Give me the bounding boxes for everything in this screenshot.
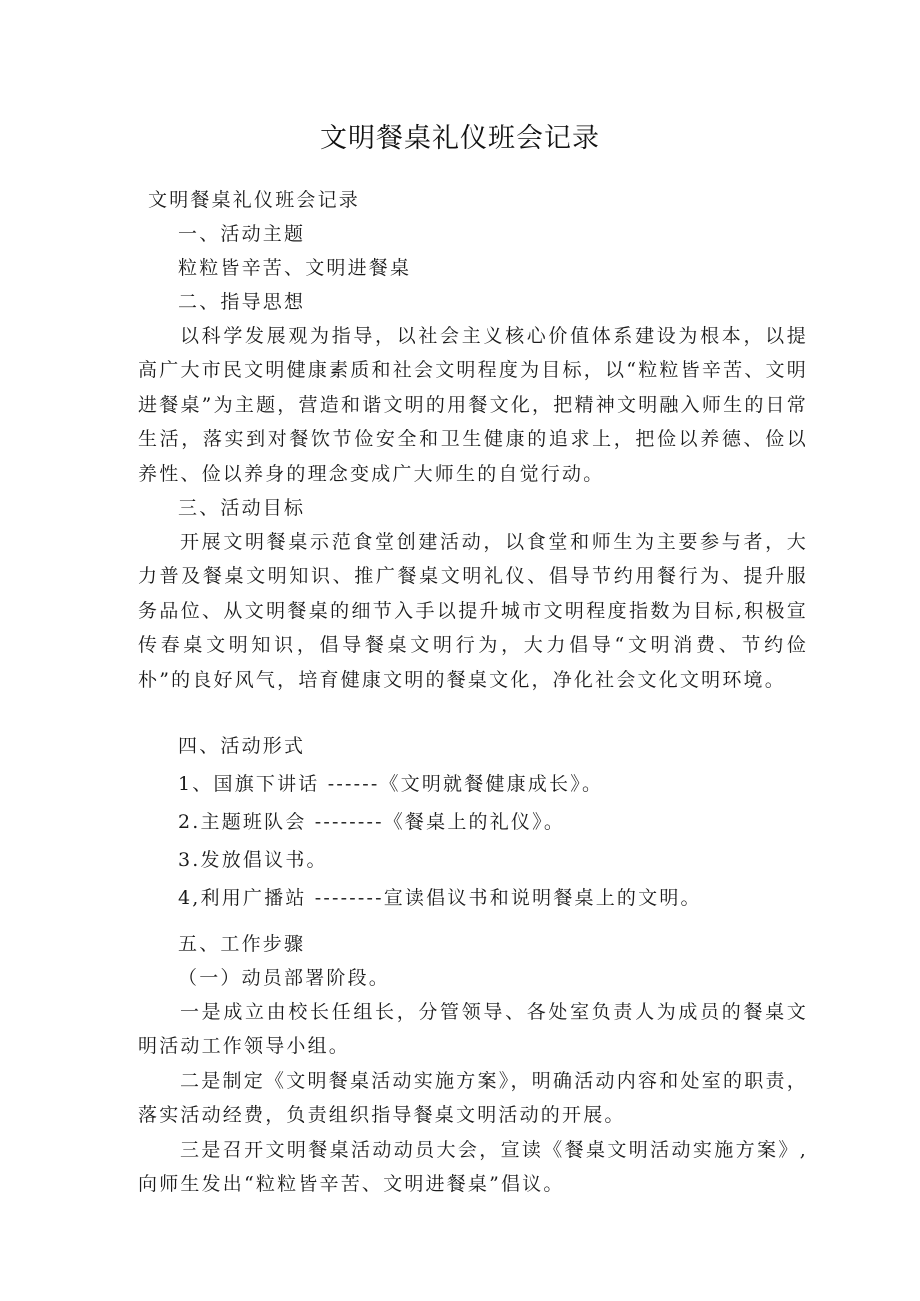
list-item: 4,利用广播站 --------宣读倡议书和说明餐桌上的文明。 bbox=[178, 887, 702, 909]
list-item: 2.主题班队会 --------《餐桌上的礼仪》。 bbox=[178, 811, 566, 833]
paragraph-goals: 开展文明餐桌示范食堂创建活动，以食堂和师生为主要参与者，大力普及餐桌文明知识、推广餐桌文明礼仪、倡导节约用餐行为、提升服务品位、从文明餐桌的细节入手以提升城市文明程度指数为目标,积极宣传春桌文明知识，倡导餐桌文明行为，大力倡导“文明消费、节约俭朴”的良好风气，培育健康文明的餐桌文化，净化社会文化文明环境。 bbox=[138, 531, 808, 691]
paragraph-step-3: 三是召开文明餐桌活动动员大会，宣读《餐桌文明活动实施方案》,向师生发出“粒粒皆辛苦、文明进餐桌”倡议。 bbox=[138, 1138, 808, 1196]
section-text-theme: 粒粒皆辛苦、文明进餐桌 bbox=[178, 257, 412, 279]
paragraph-step-2: 二是制定《文明餐桌活动实施方案》，明确活动内容和处室的职责，落实活动经费，负责组织指导餐桌文明活动的开展。 bbox=[138, 1069, 808, 1127]
document-body bbox=[138, 183, 808, 1201]
list-item: 1、国旗下讲话 ------《文明就餐健康成长》。 bbox=[178, 773, 604, 795]
section-heading-goals: 三、活动目标 bbox=[178, 497, 306, 519]
section-heading-theme: 一、活动主题 bbox=[178, 223, 306, 245]
section-heading-work-steps: 五、工作步骤 bbox=[178, 933, 306, 955]
section-heading-activity-forms: 四、活动形式 bbox=[178, 735, 306, 757]
paragraph-guiding-ideology: 以科学发展观为指导，以社会主义核心价值体系建设为根本，以提高广大市民文明健康素质和社会文明程度为目标，以“粒粒皆辛苦、文明进餐桌”为主题，营造和谐文明的用餐文化，把精神文明融入师生的日常生活，落实到对餐饮节俭安全和卫生健康的追求上，把俭以养德、俭以养性、俭以养身的理念变成广大师生的自觉行动。 bbox=[138, 325, 808, 485]
section-subheading-mobilization: （一）动员部署阶段。 bbox=[178, 967, 391, 989]
document-subtitle: 文明餐桌礼仪班会记录 bbox=[148, 189, 361, 211]
list-item: 3.发放倡议书。 bbox=[178, 849, 328, 871]
paragraph-step-1: 一是成立由校长任组长，分管领导、各处室负责人为成员的餐桌文明活动工作领导小组。 bbox=[138, 1001, 808, 1058]
document-title: 文明餐桌礼仪班会记录 bbox=[320, 123, 600, 154]
section-heading-guiding-ideology: 二、指导思想 bbox=[178, 291, 306, 313]
